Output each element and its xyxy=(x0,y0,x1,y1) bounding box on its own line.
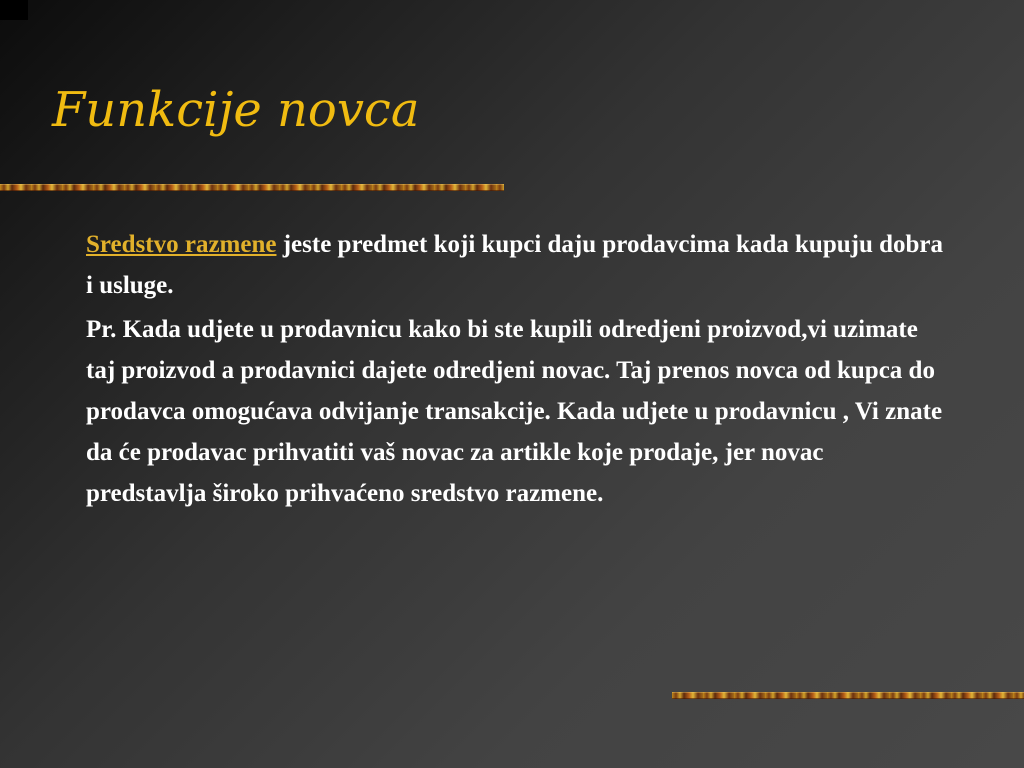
paragraph-example: Pr. Kada udjete u prodavnicu kako bi ste kupili odredjeni proizvod,vi uzimate taj proizvod a prodavnici dajete odredjeni novac. Taj prenos novca od kupca do prodavca omogućava odvijanje transakcije. Kada udjete u prodavnicu , Vi znate da će prodavac prihvatiti vaš novac za artikle koje prodaje, jer novac predstavlja široko prihvaćeno sredstvo razmene. xyxy=(86,316,943,507)
term-link[interactable]: Sredstvo razmene xyxy=(86,231,277,258)
paragraph-definition xyxy=(86,224,946,306)
corner-mark xyxy=(0,0,28,20)
decorative-rule-top xyxy=(0,184,504,191)
definition-text: jeste predmet koji kupci daju prodavcima kada kupuju dobra i usluge. xyxy=(86,231,944,299)
slide-title: Funkcije novca xyxy=(52,82,420,138)
decorative-rule-bottom xyxy=(672,692,1024,699)
slide-body xyxy=(86,224,946,517)
